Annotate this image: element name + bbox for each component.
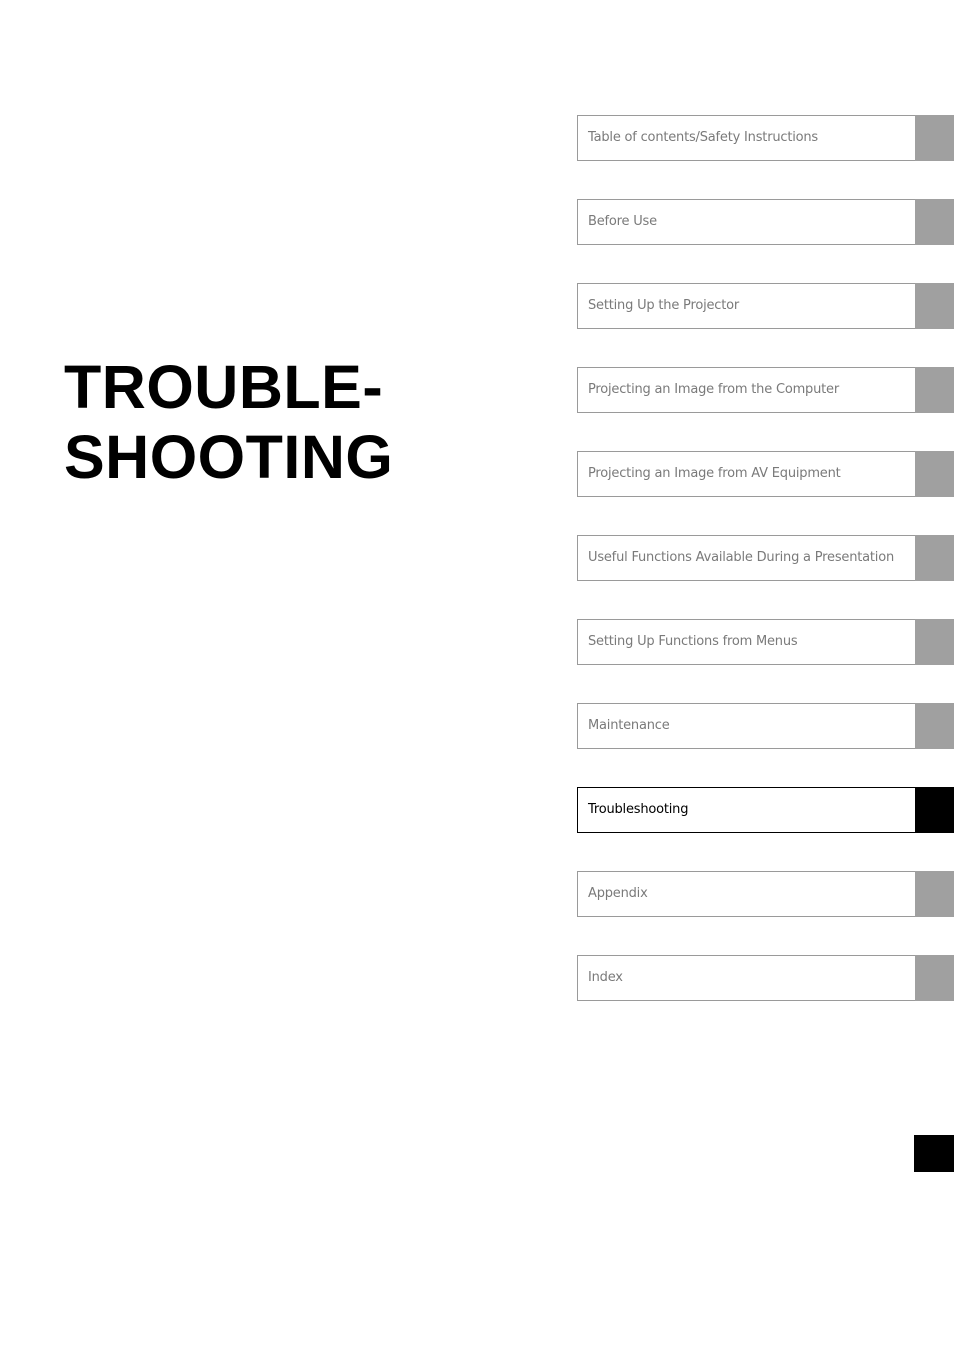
toc-item-label: Table of contents/Safety Instructions xyxy=(588,130,819,145)
toc-tab-marker xyxy=(915,703,954,749)
toc-item-table-of-contents[interactable] xyxy=(577,115,954,161)
toc-tab-marker xyxy=(915,535,954,581)
toc-item-setting-up-menus[interactable] xyxy=(577,619,954,665)
toc-item-label: Troubleshooting xyxy=(588,802,689,817)
toc-item-setting-up-projector[interactable] xyxy=(577,283,954,329)
toc-tab-marker xyxy=(915,199,954,245)
page-edge-marker xyxy=(914,1135,954,1172)
toc-item-projecting-from-av[interactable] xyxy=(577,451,954,497)
toc-item-label: Setting Up the Projector xyxy=(588,298,740,313)
toc-tab-marker xyxy=(915,283,954,329)
toc-item-label: Maintenance xyxy=(588,718,670,733)
toc-tab-marker xyxy=(915,787,954,833)
chapter-title-line-2: SHOOTING xyxy=(64,423,394,491)
toc-tab-marker xyxy=(915,619,954,665)
chapter-index xyxy=(577,115,954,1039)
chapter-title xyxy=(64,352,393,492)
toc-item-troubleshooting[interactable] xyxy=(577,787,954,833)
toc-tab-marker xyxy=(915,367,954,413)
chapter-title-line-1: TROUBLE- xyxy=(64,353,384,421)
toc-item-useful-functions[interactable] xyxy=(577,535,954,581)
toc-item-label: Useful Functions Available During a Presentation xyxy=(588,550,894,565)
toc-tab-marker xyxy=(915,115,954,161)
toc-item-before-use[interactable] xyxy=(577,199,954,245)
toc-tab-marker xyxy=(915,451,954,497)
toc-item-label: Projecting an Image from the Computer xyxy=(588,382,839,397)
toc-item-appendix[interactable] xyxy=(577,871,954,917)
toc-item-index[interactable] xyxy=(577,955,954,1001)
toc-tab-marker xyxy=(915,871,954,917)
toc-item-label: Appendix xyxy=(588,886,648,901)
toc-item-projecting-from-computer[interactable] xyxy=(577,367,954,413)
toc-item-label: Before Use xyxy=(588,214,657,229)
toc-tab-marker xyxy=(915,955,954,1001)
toc-item-label: Index xyxy=(588,970,623,985)
toc-item-label: Projecting an Image from AV Equipment xyxy=(588,466,841,481)
toc-item-maintenance[interactable] xyxy=(577,703,954,749)
toc-item-label: Setting Up Functions from Menus xyxy=(588,634,798,649)
